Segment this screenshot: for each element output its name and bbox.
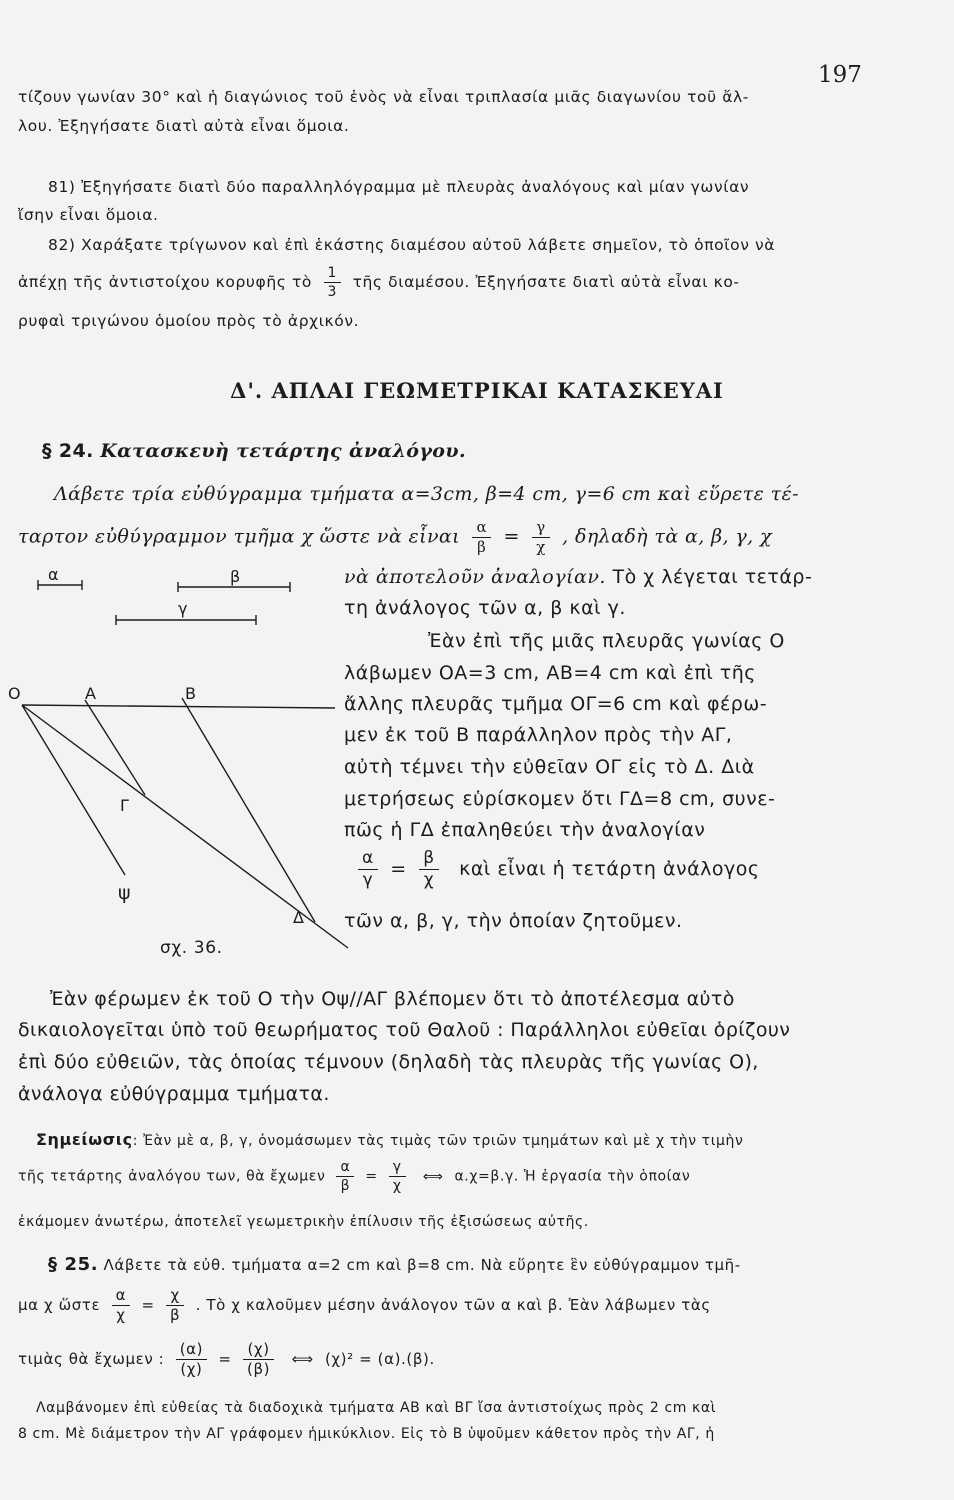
right-text: αὐτὴ τέμνει τὴν εὐθεῖαν ΟΓ εἰς τὸ Δ. Διὰ bbox=[344, 756, 755, 778]
exercise-text-line: ρυφαὶ τριγώνου ὁμοίου πρὸς τὸ ἀρχικόν. bbox=[18, 312, 360, 330]
exercise-81: 81) Ἐξηγήσατε διατὶ δύο παραλληλόγραμμα μὲ πλευρὰς ἀναλόγους καὶ μίαν γωνίαν bbox=[48, 178, 750, 196]
section-heading: Δ'. ΑΠΛΑΙ ΓΕΩΜΕΤΡΙΚΑΙ ΚΑΤΑΣΚΕΥΑΙ bbox=[230, 378, 724, 403]
line-BD bbox=[182, 698, 315, 922]
right-text: Ἐὰν ἐπὶ τῆς μιᾶς πλευρᾶς γωνίας Ο bbox=[428, 630, 785, 652]
fig-label: Γ bbox=[120, 796, 129, 815]
exercise-text-line: τίζουν γωνίαν 30° καὶ ἡ διαγώνιος τοῦ ἑνὸς νὰ εἶναι τριπλασία μιᾶς διαγωνίου τοῦ ἄλ- bbox=[18, 88, 749, 106]
problem-text: Λάβετε τρία εὐθύγραμμα τμήματα α=3cm, β=4 cm, γ=6 cm καὶ εὕρετε τέ- bbox=[54, 483, 799, 505]
fig-label: Ο bbox=[8, 684, 21, 703]
page-number: 197 bbox=[818, 62, 862, 88]
fig-label: Α bbox=[85, 684, 96, 703]
figure-caption: σχ. 36. bbox=[160, 938, 223, 958]
ray-OA bbox=[22, 705, 335, 708]
thales-text: Ἐὰν φέρωμεν ἐκ τοῦ Ο τὴν Οψ//ΑΓ βλέπομεν ὅτι τὸ ἀποτέλεσμα αὐτὸ bbox=[50, 988, 735, 1010]
exercise-text-line: ἀπέχῃ τῆς ἀντιστοίχου κορυφῆς τὸ $\frac{1}{3}$ τῆς διαμέσου. Ἐξηγήσατε διατὶ αὐτὰ εἶναι κο- bbox=[18, 265, 740, 300]
right-text: μετρήσεως εὑρίσκομεν ὅτι ΓΔ=8 cm, συνε- bbox=[344, 788, 776, 810]
fig-label: γ bbox=[178, 599, 188, 618]
fig-label: ψ bbox=[118, 882, 131, 904]
section-25-text: Λαμβάνομεν ἐπὶ εὐθείας τὰ διαδοχικὰ τμήματα ΑΒ καὶ ΒΓ ἴσα ἀντιστοίχως πρὸς 2 cm καὶ bbox=[36, 1400, 717, 1416]
right-text: τῶν α, β, γ, τὴν ὁποίαν ζητοῦμεν. bbox=[344, 910, 683, 932]
thales-text: ἀνάλογα εὐθύγραμμα τμήματα. bbox=[18, 1083, 330, 1105]
right-text: νὰ ἀποτελοῦν ἀναλογίαν. Τὸ χ λέγεται τετάρ- bbox=[344, 566, 813, 588]
proportion-line: $\frac{\alpha}{\gamma}$ = $\frac{\beta}{\chi}$ καὶ εἶναι ἡ τετάρτη ἀνάλογος bbox=[352, 850, 760, 889]
section-25-text: 8 cm. Μὲ διάμετρον τὴν ΑΓ γράφομεν ἡμικύκλιον. Εἰς τὸ Β ὑψοῦμεν κάθετον πρὸς τὴν ΑΓ, ἡ bbox=[18, 1426, 715, 1442]
exercise-82: 82) Χαράξατε τρίγωνον καὶ ἐπὶ ἑκάστης διαμέσου αὐτοῦ λάβετε σημεῖον, τὸ ὁποῖον νὰ bbox=[48, 236, 776, 254]
line-AG bbox=[85, 700, 145, 795]
right-text: τη ἀνάλογος τῶν α, β καὶ γ. bbox=[344, 597, 626, 619]
right-text: μεν ἐκ τοῦ Β παράλληλον πρὸς τὴν ΑΓ, bbox=[344, 724, 733, 746]
exercise-text-line: λου. Ἐξηγήσατε διατὶ αὐτὰ εἶναι ὅμοια. bbox=[18, 117, 350, 135]
problem-text-2: ταρτον εὐθύγραμμον τμῆμα χ ὥστε νὰ εἶναι $\frac{\alpha}{\beta}$ = $\frac{\gamma}{\chi}$ , δηλαδὴ τὰ α, β, γ, χ bbox=[18, 518, 772, 556]
fig-label: α bbox=[48, 565, 59, 584]
right-text: λάβωμεν ΟΑ=3 cm, ΑΒ=4 cm καὶ ἐπὶ τῆς bbox=[344, 662, 756, 684]
thales-text: δικαιολογεῖται ὑπὸ τοῦ θεωρήματος τοῦ Θαλοῦ : Παράλληλοι εὐθεῖαι ὁρίζουν bbox=[18, 1019, 791, 1041]
note-line: ἐκάμομεν ἀνωτέρω, ἀποτελεῖ γεωμετρικὴν ἐπίλυσιν τῆς ἐξισώσεως αὐτῆς. bbox=[18, 1214, 589, 1230]
note-line: Σημείωσις: Ἐὰν μὲ α, β, γ, ὀνομάσωμεν τὰς τιμὰς τῶν τριῶν τμημάτων καὶ μὲ χ τὴν τιμὴν bbox=[36, 1130, 744, 1149]
ray-Oy bbox=[22, 705, 125, 875]
section-25-text: τιμὰς θὰ ἔχωμεν : $\frac{(\alpha)}{(\chi)}$ = $\frac{(\chi)}{(\beta)}$ ⟺ (χ)² = (α).(β). bbox=[18, 1340, 435, 1378]
exercise-text-line: ἴσην εἶναι ὅμοια. bbox=[18, 206, 159, 224]
right-text: πῶς ἡ ΓΔ ἐπαληθεύει τὴν ἀναλογίαν bbox=[344, 819, 706, 841]
fig-label: Δ bbox=[293, 908, 304, 927]
section-25: § 25. Λάβετε τὰ εὐθ. τμήματα α=2 cm καὶ β=8 cm. Νὰ εὕρητε ἓν εὐθύγραμμον τμῆ- bbox=[48, 1254, 741, 1275]
thales-text: ἐπὶ δύο εὐθειῶν, τὰς ὁποίας τέμνουν (δηλαδὴ τὰς πλευρὰς τῆς γωνίας Ο), bbox=[18, 1051, 759, 1073]
section-24-title: § 24. Κατασκευὴ τετάρτης ἀναλόγου. bbox=[42, 440, 466, 462]
fig-label: β bbox=[230, 567, 241, 586]
note-line: τῆς τετάρτης ἀναλόγου των, θὰ ἔχωμεν $\frac{\alpha}{\beta}$ = $\frac{\gamma}{\chi}$ ⟺ α.χ=β.γ. Ἡ ἐργασία τὴν ὁποίαν bbox=[18, 1159, 691, 1194]
section-25-text: μα χ ὥστε $\frac{\alpha}{\chi}$ = $\frac{\chi}{\beta}$ . Τὸ χ καλοῦμεν μέσην ἀνάλογον τῶν α καὶ β. Ἐὰν λάβωμεν τὰς bbox=[18, 1286, 711, 1324]
fig-label: Β bbox=[185, 684, 196, 703]
right-text: ἄλλης πλευρᾶς τμῆμα ΟΓ=6 cm καὶ φέρω- bbox=[344, 693, 768, 715]
